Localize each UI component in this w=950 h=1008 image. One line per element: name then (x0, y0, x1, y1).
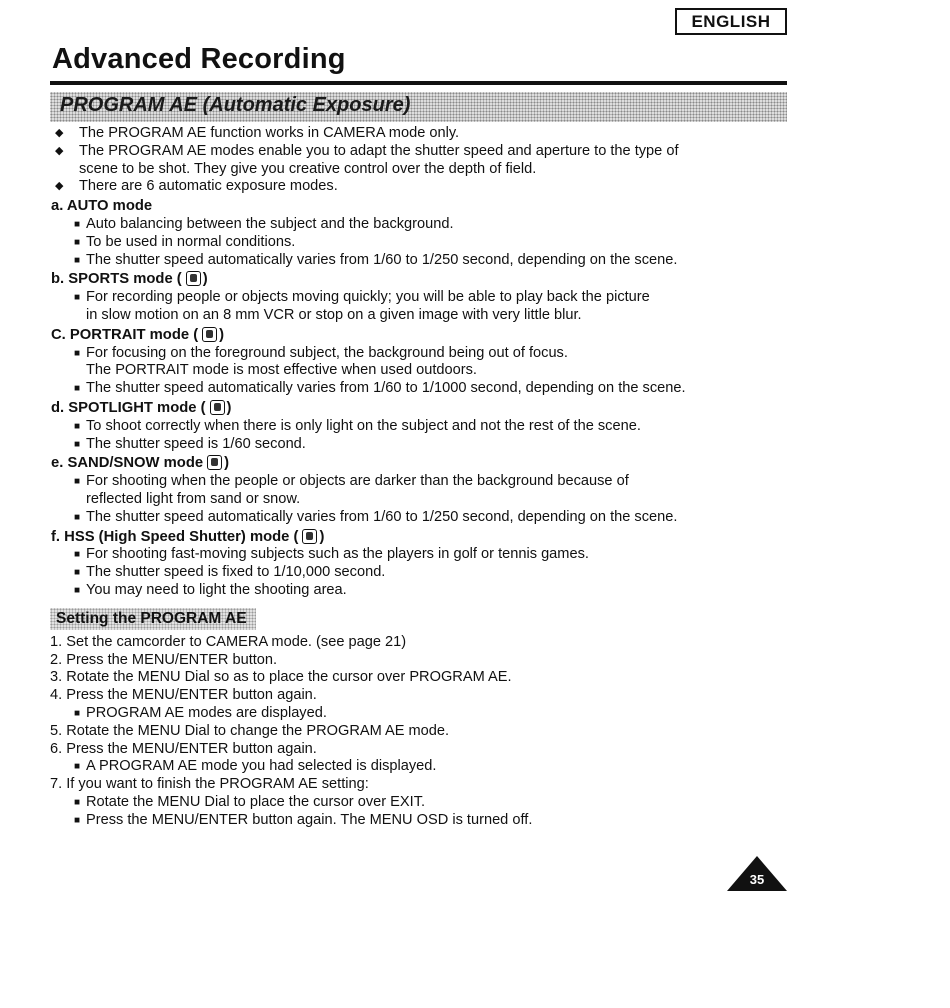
square-bullet-icon: ■ (74, 796, 81, 808)
square-bullet-icon: ■ (74, 420, 81, 432)
page-title: Advanced Recording (52, 43, 346, 75)
section-header (50, 92, 787, 122)
step: 5. Rotate the MENU Dial to change the PROGRAM AE mode. (50, 722, 450, 739)
square-bullet-icon: ■ (74, 567, 81, 579)
list-item: ■ The shutter speed automatically varies from 1/60 to 1/250 second, depending on the scene. (74, 251, 678, 268)
hss-mode-icon (302, 529, 317, 544)
mode-heading-spotlight: d. SPOTLIGHT mode ( ) (51, 399, 232, 416)
list-item: ■ To be used in normal conditions. (74, 233, 296, 250)
square-bullet-icon: ■ (74, 814, 81, 826)
square-bullet-icon: ■ (74, 549, 81, 561)
step: 4. Press the MENU/ENTER button again. (50, 687, 317, 704)
portrait-mode-icon (202, 327, 217, 342)
intro-item: ◆ The PROGRAM AE modes enable you to adapt the shutter speed and aperture to the type of scene to be shot. They give you creative control over the depth of field. (55, 142, 679, 177)
diamond-bullet-icon: ◆ (55, 144, 64, 157)
list-item: ■ Auto balancing between the subject and the background. (74, 215, 454, 232)
square-bullet-icon: ■ (74, 476, 81, 488)
step: 2. Press the MENU/ENTER button. (50, 651, 278, 668)
list-item: ■ You may need to light the shooting area. (74, 581, 347, 598)
subsection-title: Setting the PROGRAM AE (50, 608, 256, 630)
step-note: ■ Rotate the MENU Dial to place the cursor over EXIT. (74, 793, 426, 810)
section-title: PROGRAM AE (Automatic Exposure) (60, 94, 411, 116)
list-item: ■ The shutter speed automatically varies from 1/60 to 1/250 second, depending on the scene. (74, 508, 678, 525)
intro-item: ◆ The PROGRAM AE function works in CAMERA mode only. (55, 125, 460, 141)
square-bullet-icon: ■ (74, 292, 81, 304)
square-bullet-icon: ■ (74, 254, 81, 266)
list-item: ■ For shooting fast-moving subjects such as the players in golf or tennis games. (74, 546, 589, 563)
diamond-bullet-icon: ◆ (55, 180, 64, 193)
square-bullet-icon: ■ (74, 761, 81, 773)
mode-heading-sand-snow: e. SAND/SNOW mode ) (51, 455, 230, 472)
step: 7. If you want to finish the PROGRAM AE setting: (50, 776, 369, 793)
square-bullet-icon: ■ (74, 584, 81, 596)
list-item: ■ For recording people or objects moving quickly; you will be able to play back the picture in slow motion on an 8 mm VCR or stop on a given image with very little blur. (74, 289, 650, 323)
mode-heading-hss: f. HSS (High Speed Shutter) mode ( ) (51, 528, 325, 545)
mode-heading-portrait: C. PORTRAIT mode ( ) (51, 326, 225, 343)
step: 1. Set the camcorder to CAMERA mode. (see page 21) (50, 633, 407, 650)
sports-mode-icon (186, 271, 201, 286)
list-item: ■ To shoot correctly when there is only light on the subject and not the rest of the scene. (74, 417, 641, 434)
sand-snow-mode-icon (207, 455, 222, 470)
square-bullet-icon: ■ (74, 438, 81, 450)
square-bullet-icon: ■ (74, 218, 81, 230)
page-number: 35 (749, 872, 765, 887)
mode-heading-auto: a. AUTO mode (51, 198, 153, 215)
square-bullet-icon: ■ (74, 511, 81, 523)
list-item: ■ The shutter speed automatically varies from 1/60 to 1/1000 second, depending on the scene. (74, 380, 686, 397)
step-note: ■ A PROGRAM AE mode you had selected is displayed. (74, 758, 437, 775)
square-bullet-icon: ■ (74, 347, 81, 359)
list-item: ■ The shutter speed is fixed to 1/10,000 second. (74, 564, 386, 581)
spotlight-mode-icon (210, 400, 225, 415)
square-bullet-icon: ■ (74, 707, 81, 719)
list-item: ■ For shooting when the people or objects are darker than the background because of reflected light from sand or snow. (74, 473, 629, 507)
title-rule (50, 81, 787, 85)
diamond-bullet-icon: ◆ (55, 127, 64, 139)
step: 6. Press the MENU/ENTER button again. (50, 740, 317, 757)
step-note: ■ PROGRAM AE modes are displayed. (74, 704, 327, 721)
step: 3. Rotate the MENU Dial so as to place the cursor over PROGRAM AE. (50, 669, 512, 686)
language-label: ENGLISH (675, 8, 787, 35)
list-item: ■ For focusing on the foreground subject, the background being out of focus. The PORTRAIT mode is most effective when used outdoors. (74, 344, 568, 379)
mode-heading-sports: b. SPORTS mode ( ) (51, 271, 208, 288)
square-bullet-icon: ■ (74, 383, 81, 395)
step-note: ■ Press the MENU/ENTER button again. The MENU OSD is turned off. (74, 811, 533, 828)
square-bullet-icon: ■ (74, 236, 81, 248)
intro-item: ◆ There are 6 automatic exposure modes. (55, 178, 338, 195)
list-item: ■ The shutter speed is 1/60 second. (74, 435, 306, 452)
main-content (50, 125, 790, 829)
